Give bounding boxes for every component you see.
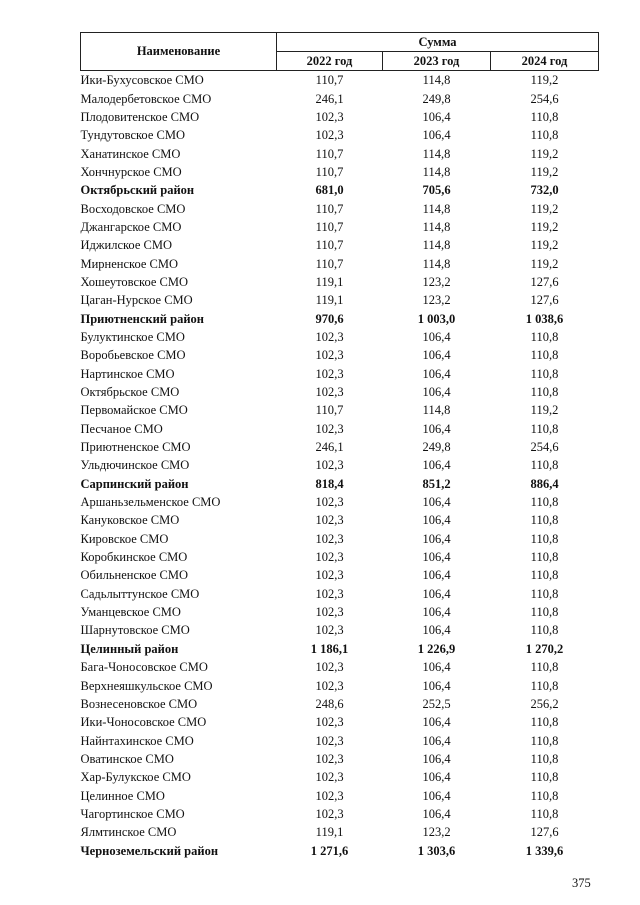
value-2024-cell: 119,2 [530, 238, 559, 253]
table-row [81, 823, 599, 841]
municipality-name-cell: Приютненское СМО [80, 440, 191, 455]
value-2022-cell: 102,3 [315, 531, 344, 546]
municipality-name-cell: Плодовитенское СМО [80, 109, 200, 124]
value-2022-cell: 102,3 [315, 458, 344, 473]
value-2023-cell: 106,4 [422, 678, 451, 693]
municipality-name-cell: Обильненское СМО [80, 568, 188, 583]
value-2024-cell: 110,8 [530, 623, 559, 638]
value-2024-cell: 1 038,6 [525, 311, 564, 326]
value-2024-cell: 110,8 [530, 678, 559, 693]
value-2023-cell: 106,4 [422, 109, 451, 124]
table-row [81, 346, 599, 364]
value-2023-cell: 114,8 [422, 219, 451, 234]
value-2023-cell: 106,4 [422, 733, 451, 748]
municipality-name-cell: Нартинское СМО [80, 366, 175, 381]
value-2024-cell: 110,8 [530, 385, 559, 400]
name-column-header: Наименование [81, 33, 277, 71]
value-2024-cell: 110,8 [530, 513, 559, 528]
table-row [81, 566, 599, 584]
value-2022-cell: 110,7 [315, 146, 344, 161]
value-2022-cell: 102,3 [315, 660, 344, 675]
district-total-row [81, 181, 599, 199]
value-2023-cell: 114,8 [422, 73, 451, 88]
value-2022-cell: 1 271,6 [310, 843, 349, 858]
value-2023-cell: 106,4 [422, 770, 451, 785]
municipality-name-cell: Хар-Булукское СМО [80, 770, 191, 785]
table-row [81, 254, 599, 272]
municipality-name-cell: Коробкинское СМО [80, 550, 188, 565]
table-row [81, 218, 599, 236]
value-2024-cell: 110,8 [530, 568, 559, 583]
municipality-name-cell: Кировское СМО [80, 531, 169, 546]
value-2024-cell: 119,2 [530, 219, 559, 234]
district-total-row [81, 309, 599, 327]
municipality-name-cell: Шарнутовское СМО [80, 623, 190, 638]
value-2022-cell: 102,3 [315, 770, 344, 785]
table-row [81, 805, 599, 823]
municipality-name-cell: Тундутовское СМО [80, 128, 185, 143]
value-2024-cell: 119,2 [530, 146, 559, 161]
table-row [81, 585, 599, 603]
value-2023-cell: 106,4 [422, 329, 451, 344]
municipality-name-cell: Целинное СМО [80, 788, 165, 803]
value-2024-cell: 119,2 [530, 256, 559, 271]
table-row [81, 731, 599, 749]
year-2024-header: 2024 год [491, 52, 599, 71]
value-2022-cell: 102,3 [315, 366, 344, 381]
value-2022-cell: 102,3 [315, 788, 344, 803]
value-2023-cell: 249,8 [422, 91, 451, 106]
value-2023-cell: 106,4 [422, 605, 451, 620]
value-2024-cell: 119,2 [530, 201, 559, 216]
district-total-row [81, 475, 599, 493]
table-row [81, 695, 599, 713]
value-2022-cell: 246,1 [315, 91, 344, 106]
value-2023-cell: 106,4 [422, 586, 451, 601]
municipality-name-cell: Первомайское СМО [80, 403, 188, 418]
municipality-name-cell: Ханатинское СМО [80, 146, 181, 161]
table-row [81, 89, 599, 107]
district-total-row [81, 841, 599, 859]
value-2024-cell: 119,2 [530, 73, 559, 88]
municipality-name-cell: Вознесеновское СМО [80, 696, 198, 711]
value-2024-cell: 1 339,6 [525, 843, 564, 858]
value-2024-cell: 110,8 [530, 660, 559, 675]
table-row [81, 768, 599, 786]
value-2022-cell: 102,3 [315, 385, 344, 400]
value-2022-cell: 119,1 [315, 825, 344, 840]
value-2024-cell: 110,8 [530, 806, 559, 821]
value-2023-cell: 106,4 [422, 550, 451, 565]
value-2024-cell: 110,8 [530, 586, 559, 601]
value-2024-cell: 110,8 [530, 421, 559, 436]
value-2024-cell: 110,8 [530, 550, 559, 565]
value-2022-cell: 246,1 [315, 440, 344, 455]
value-2022-cell: 102,3 [315, 348, 344, 363]
value-2022-cell: 102,3 [315, 586, 344, 601]
municipality-name-cell: Песчаное СМО [80, 421, 163, 436]
district-total-row [81, 640, 599, 658]
value-2022-cell: 102,3 [315, 623, 344, 638]
value-2024-cell: 110,8 [530, 733, 559, 748]
table-row [81, 108, 599, 126]
value-2024-cell: 732,0 [530, 183, 559, 198]
value-2023-cell: 252,5 [422, 696, 451, 711]
value-2022-cell: 102,3 [315, 550, 344, 565]
municipality-name-cell: Восходовское СМО [80, 201, 186, 216]
value-2024-cell: 110,8 [530, 128, 559, 143]
table-row [81, 273, 599, 291]
table-row [81, 126, 599, 144]
value-2023-cell: 106,4 [422, 715, 451, 730]
value-2024-cell: 886,4 [530, 476, 559, 491]
value-2023-cell: 106,4 [422, 623, 451, 638]
municipality-name-cell: Воробьевское СМО [80, 348, 186, 363]
value-2023-cell: 106,4 [422, 660, 451, 675]
table-body [81, 71, 599, 860]
value-2022-cell: 1 186,1 [310, 641, 349, 656]
value-2023-cell: 114,8 [422, 201, 451, 216]
table-row [81, 71, 599, 90]
table-row [81, 493, 599, 511]
value-2024-cell: 110,8 [530, 495, 559, 510]
table-row [81, 603, 599, 621]
value-2022-cell: 110,7 [315, 201, 344, 216]
municipality-name-cell: Верхнеяшкульское СМО [80, 678, 213, 693]
municipality-name-cell: Малодербетовское СМО [80, 91, 212, 106]
table-row [81, 530, 599, 548]
value-2023-cell: 106,4 [422, 751, 451, 766]
value-2024-cell: 110,8 [530, 715, 559, 730]
value-2022-cell: 119,1 [315, 274, 344, 289]
table-row [81, 328, 599, 346]
value-2023-cell: 106,4 [422, 806, 451, 821]
municipality-name-cell: Хошеутовское СМО [80, 274, 189, 289]
value-2024-cell: 110,8 [530, 348, 559, 363]
table-row [81, 383, 599, 401]
table-row [81, 750, 599, 768]
municipality-name-cell: Мирненское СМО [80, 256, 179, 271]
value-2024-cell: 119,2 [530, 164, 559, 179]
table-row [81, 291, 599, 309]
value-2022-cell: 102,3 [315, 751, 344, 766]
value-2023-cell: 114,8 [422, 164, 451, 179]
table-row [81, 676, 599, 694]
value-2024-cell: 254,6 [530, 440, 559, 455]
value-2022-cell: 102,3 [315, 806, 344, 821]
value-2024-cell: 110,8 [530, 531, 559, 546]
value-2023-cell: 106,4 [422, 513, 451, 528]
year-2023-header: 2023 год [383, 52, 491, 71]
municipality-name-cell: Ялмтинское СМО [80, 825, 177, 840]
value-2024-cell: 127,6 [530, 825, 559, 840]
table-row [81, 438, 599, 456]
table-row [81, 621, 599, 639]
value-2024-cell: 110,8 [530, 329, 559, 344]
value-2022-cell: 102,3 [315, 109, 344, 124]
value-2024-cell: 110,8 [530, 788, 559, 803]
value-2023-cell: 106,4 [422, 458, 451, 473]
table-row [81, 658, 599, 676]
value-2024-cell: 110,8 [530, 751, 559, 766]
value-2023-cell: 106,4 [422, 531, 451, 546]
value-2024-cell: 256,2 [530, 696, 559, 711]
value-2024-cell: 127,6 [530, 293, 559, 308]
municipality-name-cell: Булуктинское СМО [80, 329, 185, 344]
value-2022-cell: 818,4 [315, 476, 344, 491]
table-row [81, 401, 599, 419]
table-row [81, 420, 599, 438]
value-2023-cell: 1 003,0 [417, 311, 456, 326]
value-2023-cell: 123,2 [422, 274, 451, 289]
value-2023-cell: 106,4 [422, 788, 451, 803]
value-2023-cell: 114,8 [422, 146, 451, 161]
value-2024-cell: 110,8 [530, 458, 559, 473]
value-2022-cell: 110,7 [315, 73, 344, 88]
value-2023-cell: 106,4 [422, 421, 451, 436]
sum-column-header: Сумма [277, 33, 599, 52]
municipality-name-cell: Черноземельский район [80, 843, 219, 858]
value-2022-cell: 102,3 [315, 421, 344, 436]
value-2024-cell: 119,2 [530, 403, 559, 418]
value-2023-cell: 123,2 [422, 293, 451, 308]
value-2023-cell: 106,4 [422, 495, 451, 510]
value-2022-cell: 102,3 [315, 605, 344, 620]
value-2022-cell: 102,3 [315, 128, 344, 143]
municipality-name-cell: Садьлыттунское СМО [80, 586, 200, 601]
value-2023-cell: 106,4 [422, 366, 451, 381]
value-2023-cell: 249,8 [422, 440, 451, 455]
municipality-name-cell: Найнтахинское СМО [80, 733, 194, 748]
municipality-name-cell: Джангарское СМО [80, 219, 182, 234]
value-2022-cell: 110,7 [315, 164, 344, 179]
municipality-name-cell: Октябрьский район [80, 183, 195, 198]
value-2022-cell: 110,7 [315, 219, 344, 234]
value-2022-cell: 102,3 [315, 513, 344, 528]
municipality-name-cell: Октябрьское СМО [80, 385, 180, 400]
table-row [81, 199, 599, 217]
value-2022-cell: 970,6 [315, 311, 344, 326]
municipality-name-cell: Кануковское СМО [80, 513, 180, 528]
municipality-name-cell: Цаган-Нурское СМО [80, 293, 193, 308]
municipality-name-cell: Чагортинское СМО [80, 806, 185, 821]
municipality-name-cell: Целинный район [80, 641, 179, 656]
municipality-name-cell: Приютненский район [80, 311, 204, 326]
municipality-name-cell: Иджилское СМО [80, 238, 172, 253]
value-2022-cell: 102,3 [315, 568, 344, 583]
municipality-name-cell: Ики-Чоносовское СМО [80, 715, 207, 730]
table-row [81, 786, 599, 804]
value-2023-cell: 114,8 [422, 256, 451, 271]
table-row [81, 456, 599, 474]
table-row [81, 548, 599, 566]
value-2023-cell: 851,2 [422, 476, 451, 491]
municipality-name-cell: Бага-Чоносовское СМО [80, 660, 208, 675]
municipality-name-cell: Сарпинский район [80, 476, 189, 491]
value-2023-cell: 1 303,6 [417, 843, 456, 858]
value-2024-cell: 1 270,2 [525, 641, 564, 656]
table-row [81, 163, 599, 181]
value-2023-cell: 114,8 [422, 238, 451, 253]
value-2023-cell: 705,6 [422, 183, 451, 198]
value-2024-cell: 110,8 [530, 770, 559, 785]
value-2022-cell: 110,7 [315, 256, 344, 271]
value-2023-cell: 1 226,9 [417, 641, 456, 656]
table-row [81, 236, 599, 254]
year-2022-header: 2022 год [277, 52, 383, 71]
page-number: 375 [572, 876, 591, 890]
value-2024-cell: 110,8 [530, 109, 559, 124]
municipality-name-cell: Аршаньзельменское СМО [80, 495, 221, 510]
table-row [81, 144, 599, 162]
value-2024-cell: 110,8 [530, 605, 559, 620]
value-2022-cell: 102,3 [315, 495, 344, 510]
value-2023-cell: 123,2 [422, 825, 451, 840]
value-2022-cell: 102,3 [315, 678, 344, 693]
value-2023-cell: 106,4 [422, 385, 451, 400]
value-2022-cell: 102,3 [315, 329, 344, 344]
value-2022-cell: 102,3 [315, 715, 344, 730]
value-2022-cell: 102,3 [315, 733, 344, 748]
value-2023-cell: 106,4 [422, 128, 451, 143]
value-2023-cell: 106,4 [422, 348, 451, 363]
municipality-name-cell: Уманцевское СМО [80, 605, 181, 620]
table-row [81, 713, 599, 731]
value-2022-cell: 110,7 [315, 403, 344, 418]
value-2024-cell: 127,6 [530, 274, 559, 289]
budget-table [80, 32, 599, 860]
value-2023-cell: 114,8 [422, 403, 451, 418]
municipality-name-cell: Ики-Бухусовское СМО [80, 73, 204, 88]
municipality-name-cell: Хончнурское СМО [80, 164, 182, 179]
value-2022-cell: 119,1 [315, 293, 344, 308]
value-2022-cell: 110,7 [315, 238, 344, 253]
municipality-name-cell: Ульдючинское СМО [80, 458, 190, 473]
value-2022-cell: 681,0 [315, 183, 344, 198]
table-row [81, 365, 599, 383]
municipality-name-cell: Оватинское СМО [80, 751, 174, 766]
value-2023-cell: 106,4 [422, 568, 451, 583]
value-2022-cell: 248,6 [315, 696, 344, 711]
table-row [81, 511, 599, 529]
value-2024-cell: 110,8 [530, 366, 559, 381]
value-2024-cell: 254,6 [530, 91, 559, 106]
